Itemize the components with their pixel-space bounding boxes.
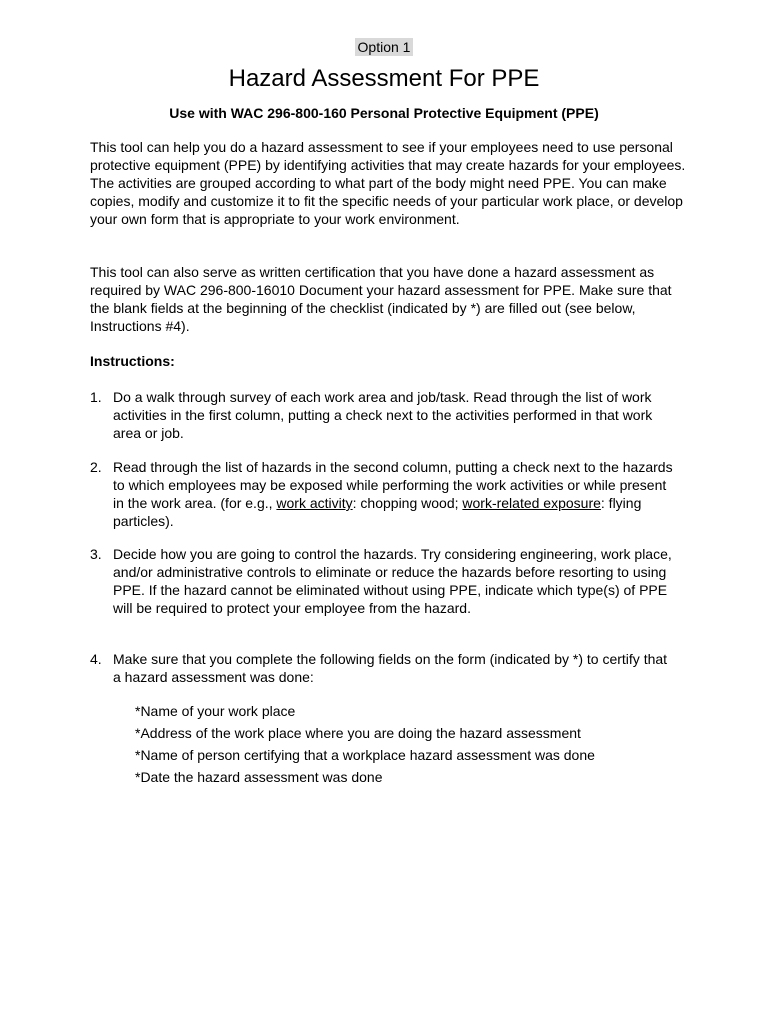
instruction-text-part: : flying particles). — [113, 495, 642, 529]
required-field-item: *Name of your work place — [135, 703, 296, 719]
option-label — [0, 38, 768, 56]
instruction-text: Do a walk through survey of each work area and job/task. Read through the list of work activities in the first column, putting a check next to the activities performed in that work area or job. — [113, 389, 653, 441]
required-field-item: *Address of the work place where you are doing the hazard assessment — [135, 725, 581, 741]
document-title: Hazard Assessment For PPE — [228, 65, 540, 92]
option-label-text: Option 1 — [355, 38, 414, 56]
instruction-number: 2. — [90, 459, 102, 475]
instruction-text-part: : chopping wood; — [352, 495, 463, 511]
required-field-item: *Name of person certifying that a workplace hazard assessment was done — [135, 747, 595, 763]
document-subtitle: Use with WAC 296-800-160 Personal Protective Equipment (PPE) — [169, 105, 599, 121]
instruction-text: Make sure that you complete the following fields on the form (indicated by *) to certify that a hazard assessment was done: — [113, 651, 668, 685]
work-related-exposure-term: work-related exposure — [462, 495, 601, 511]
certification-paragraph: This tool can also serve as written certification that you have done a hazard assessment as required by WAC 296-800-16010 Document your hazard assessment for PPE. Make sure that the blank fields at the beginning of the checklist (indicated by *) are filled out (see below, Instructions #4). — [90, 264, 672, 334]
instruction-number: 3. — [90, 546, 102, 562]
intro-paragraph: This tool can help you do a hazard assessment to see if your employees need to use personal protective equipment (PPE) by identifying activities that may create hazards for your employees. The activities are grouped according to what part of the body might need PPE. You can make copies, modify and customize it to fit the specific needs of your particular work place, or develop your own form that is appropriate to your work environment. — [90, 139, 686, 227]
instruction-text-part: Read through the list of hazards in the second column, putting a check next to the hazards to which employees may be exposed while performing the work activities or while present in the work area. (for e.g., — [113, 459, 673, 511]
instruction-text: Decide how you are going to control the hazards. Try considering engineering, work place, and/or administrative controls to eliminate or reduce the hazards before resorting to using PPE. If the hazard cannot be eliminated without using PPE, indicate which type(s) of PPE will be required to protect your employee from the hazard. — [113, 546, 672, 616]
instruction-number: 1. — [90, 389, 102, 405]
instruction-number: 4. — [90, 651, 102, 667]
work-activity-term: work activity — [276, 495, 353, 511]
instruction-text — [113, 458, 678, 530]
required-field-item: *Date the hazard assessment was done — [135, 769, 383, 785]
instructions-heading: Instructions: — [90, 353, 175, 369]
required-fields-list — [135, 700, 695, 788]
